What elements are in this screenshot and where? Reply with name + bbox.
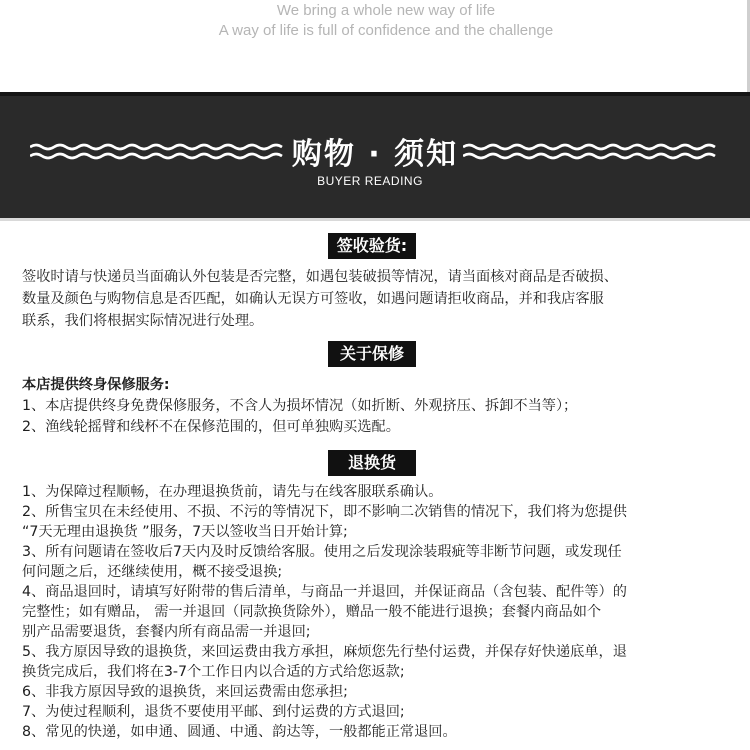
returns-line: “7天无理由退换货 ”服务，7天以签收当日开始计算; bbox=[22, 524, 348, 540]
returns-line: 完整性；如有赠品， 需一并退回（同款换货除外），赠品一般不能进行退换；套餐内商品如个 bbox=[22, 604, 602, 620]
notice-content bbox=[0, 218, 750, 750]
header-area bbox=[0, 0, 750, 92]
returns-line: 3、所有问题请在签收后7天内及时反馈给客服。使用之后发现涂装瑕疵等非断节问题，或发现任 bbox=[22, 544, 622, 560]
returns-line: 何问题之后，还继续使用，概不接受退换; bbox=[22, 564, 283, 580]
buyer-reading-banner bbox=[0, 92, 750, 218]
returns-line: 7、为使过程顺利，退货不要使用平邮、到付运费的方式退回; bbox=[22, 704, 405, 720]
tagline-secondary: A way of life is full of confidence and the challenge bbox=[218, 22, 554, 39]
receipt-line: 签收时请与快递员当面确认外包装是否完整，如遇包装破损等情况，请当面核对商品是否破损、 bbox=[22, 269, 618, 285]
warranty-intro: 本店提供终身保修服务: bbox=[22, 377, 170, 393]
banner-subtitle: BUYER READING bbox=[317, 174, 423, 188]
returns-line: 1、为保障过程顺畅，在办理退换货前，请先与在线客服联系确认。 bbox=[22, 484, 443, 500]
warranty-line: 1、本店提供终身免费保修服务，不含人为损坏情况（如折断、外观挤压、拆卸不当等）； bbox=[22, 398, 578, 414]
wave-lines-icon bbox=[463, 142, 721, 162]
section-heading-receipt: 签收验货: bbox=[328, 233, 416, 259]
returns-line: 4、商品退回时，请填写好附带的售后清单，与商品一并退回，并保证商品（含包装、配件等）的 bbox=[22, 584, 627, 600]
returns-line: 6、非我方原因导致的退换货，来回运费需由您承担; bbox=[22, 684, 348, 700]
section-heading-warranty: 关于保修 bbox=[328, 341, 416, 367]
tagline-primary: We bring a whole new way of life bbox=[276, 2, 496, 19]
returns-line: 别产品需要退货，套餐内所有商品需一并退回; bbox=[22, 624, 311, 640]
receipt-line: 联系，我们将根据实际情况进行处理。 bbox=[22, 313, 264, 329]
returns-line: 5、我方原因导致的退换货，来回运费由我方承担，麻烦您先行垫付运费，并保存好快递底单，退 bbox=[22, 644, 627, 660]
returns-line: 换货完成后，我们将在3-7个工作日内以合适的方式给您返款; bbox=[22, 664, 405, 680]
warranty-line: 2、渔线轮摇臂和线杯不在保修范围的，但可单独购买选配。 bbox=[22, 419, 400, 435]
returns-line: 2、所售宝贝在未经使用、不损、不污的等情况下，即不影响二次销售的情况下，我们将为您提供 bbox=[22, 504, 627, 520]
receipt-line: 数量及颜色与购物信息是否匹配，如确认无误方可签收，如遇问题请拒收商品，并和我店客服 bbox=[22, 291, 604, 307]
section-heading-returns: 退换货 bbox=[328, 450, 416, 476]
banner-title: 购物 · 须知 bbox=[291, 137, 459, 172]
returns-line: 8、常见的快递，如申通、圆通、中通、韵达等，一般都能正常退回。 bbox=[22, 724, 457, 740]
